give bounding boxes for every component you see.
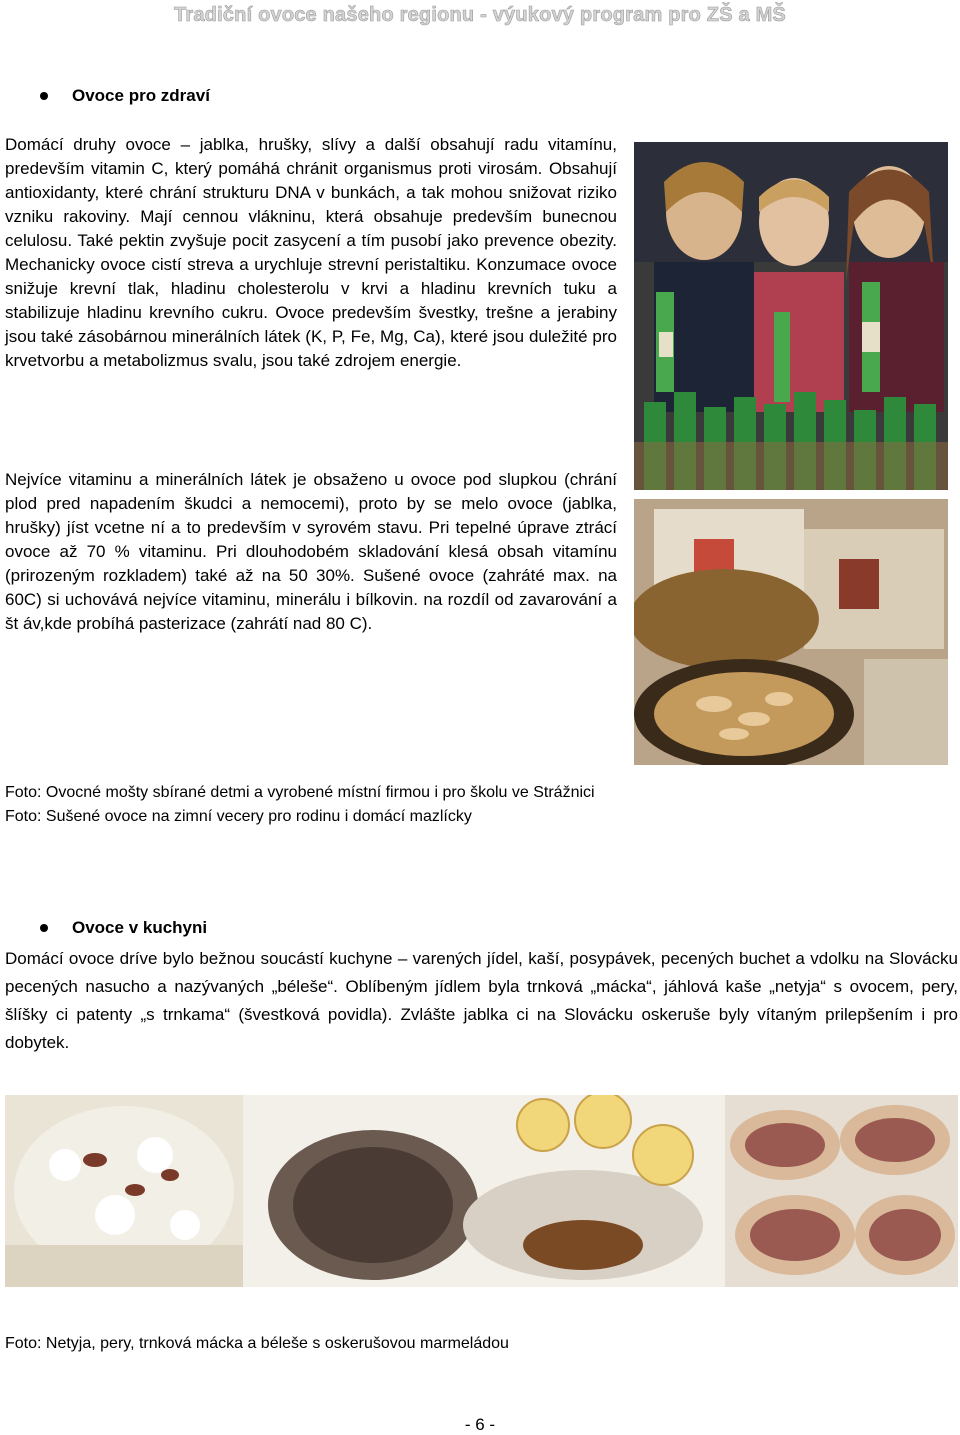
photo-pery-macka [243,1095,725,1287]
health-paragraph-1: Domácí druhy ovoce – jablka, hrušky, slívy a další obsahují radu vitamínu, predevším vitamin C, který pomáhá chránit organismus proti virosám. Obsahují antioxidanty, které chrání strukturu DNA v bunkách, a tak mohou snižovat riziko vzniku rakoviny. Mají cennou vlákninu, která obsahuje predevším bunecnou celulosu. Také pektin zvyšuje pocit zasycení a tím pusobí jako prevence obezity. Mechanicky ovoce cistí streva a urychluje strevní peristaltiku. Konzumace ovoce snižuje krevní tlak, hladinu cholesterolu v krvi a hladinu krevních tuku a stabilizuje hladinu krevního cukru. Ovoce predevším švestky, trešne a jerabiny jsou také zásobárnou minerálních látek (K, P, Fe, Mg, Ca), které jsou duležité pro krvetvorbu a metabolizmus svalu, jsou také zdrojem energie. [5,135,617,370]
photo-caption-dried: Foto: Sušené ovoce na zimní vecery pro rodinu i domácí mazlícky [5,808,472,825]
bullet-icon [40,924,48,932]
photo-dried-fruit [634,499,948,765]
document-header: Tradiční ovoce našeho regionu - výukový program pro ZŠ a MŠ [174,4,786,26]
photo-netyja [5,1095,243,1287]
health-paragraph-2: Nejvíce vitaminu a minerálních látek je obsaženo u ovoce pod slupkou (chrání plod pred napadením škudci a nemocemi), proto by se melo ovoce (jablka, hrušky) jíst vcetne ní a to predevším v syrovém stavu. Pri tepelné úprave ztrácí ovoce až 70 % vitaminu. Pri dlouhodobém skladování klesá obsah vitamínu (prirozeným rozkladem) také až na 50 30%. Sušené ovoce (zahráté max. na 60C) si uchovává nejvíce vitaminu, minerálu i bílkovin. na rozdíl od zavarování a št áv,kde probíhá pasterizace (zahrátí nad 80 C). [5,470,617,633]
section-heading-text: Ovoce pro zdraví [72,86,210,105]
bullet-icon [40,92,48,100]
photo-caption-juice: Foto: Ovocné mošty sbírané detmi a vyrobené místní firmou i pro školu ve Strážnici [5,784,595,801]
photo-juice-bottles [634,142,948,490]
photo-caption-dishes: Foto: Netyja, pery, trnková mácka a béleše s oskerušovou marmeládou [5,1335,509,1352]
page-number: - 6 - [464,1415,496,1434]
section-heading-health [40,86,210,106]
section-heading-text: Ovoce v kuchyni [72,918,208,937]
section-heading-kitchen [40,918,207,938]
photo-belese [725,1095,958,1287]
kitchen-paragraph: Domácí ovoce dríve bylo bežnou soucástí kuchyne – varených jídel, kaší, posypávek, pecených buchet a vdolku na Slovácku pecených nasucho a nazývaných „béleše“. Oblíbeným jídlem byla trnková „mácka“, jáhlová kaše „netyja“ s ovocem, pery, šlíšky ci patenty „s trnkama“ (švestková povidla). Zvlášte jablka ci na Slovácku oskeruše byly vítaným prilepšením i pro dobytek. [5,949,958,1052]
